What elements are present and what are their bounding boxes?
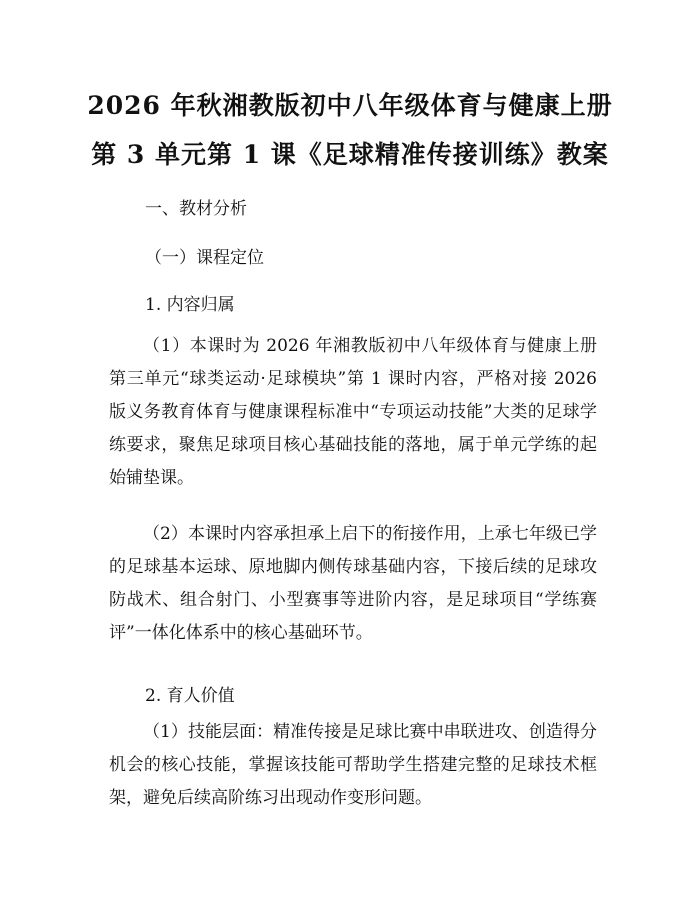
document-title-line-2: 第 3 单元第 1 课《足球精准传接训练》教案 [91,140,609,169]
paragraph-educational-value-1: （1）技能层面：精准传接是足球比赛中串联进攻、创造得分机会的核心技能，掌握该技能可帮助学生搭建完整的足球技术框架，避免后续高阶练习出现动作变形问题。 [109,722,597,808]
paragraph-content-attribution-1: （1）本课时为 2026 年湘教版初中八年级体育与健康上册第三单元“球类运动·足球模块”第 1 课时内容，严格对接 2026 版义务教育体育与健康课程标准中“专项运动技能”大类的足球学练要求，聚焦足球项目核心基础技能的落地，属于单元学练的起始铺垫课。 [109,336,597,488]
item-heading-educational-value: 2. 育人价值 [145,686,235,706]
paragraph-content-attribution-2: （2）本课时内容承担承上启下的衔接作用，上承七年级已学的足球基本运球、原地脚内侧传球基础内容，下接后续的足球攻防战术、组合射门、小型赛事等进阶内容，是足球项目“学练赛评”一体化体系中的核心基础环节。 [109,524,597,643]
subsection-heading-course-positioning: （一）课程定位 [145,248,264,268]
item-heading-content-attribution: 1. 内容归属 [145,295,235,315]
document-title-line-1: 2026 年秋湘教版初中八年级体育与健康上册 [87,91,613,120]
section-heading-textbook-analysis: 一、教材分析 [145,199,247,219]
